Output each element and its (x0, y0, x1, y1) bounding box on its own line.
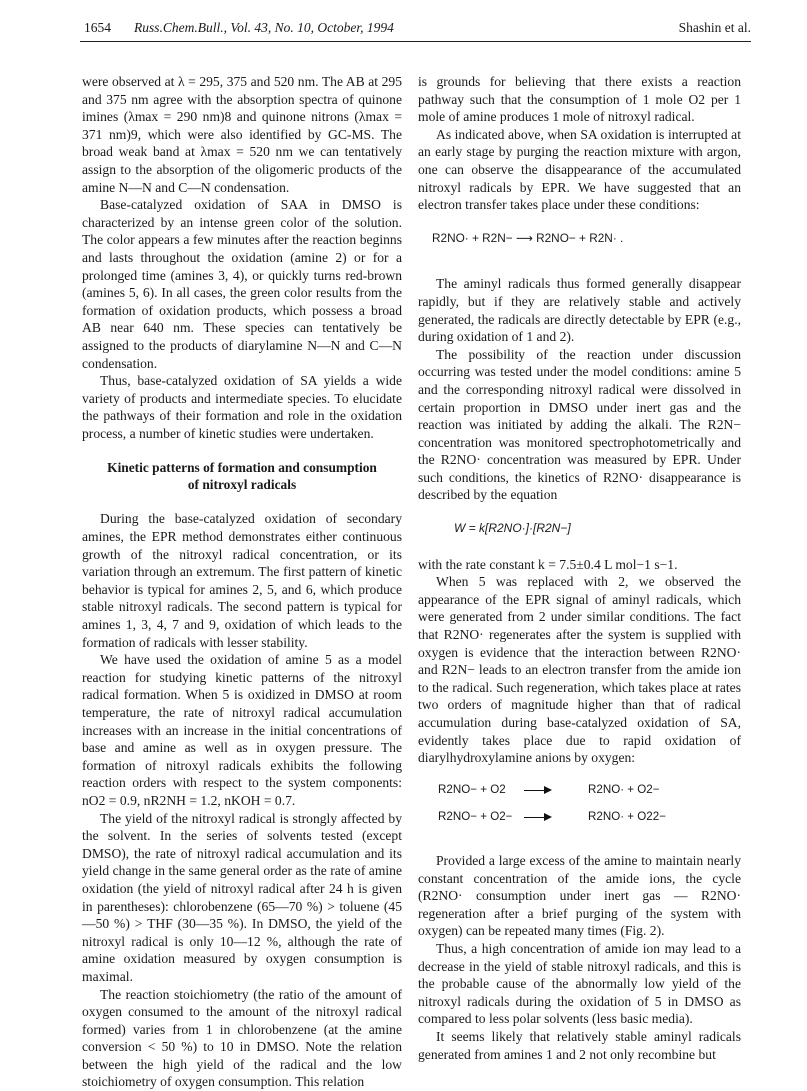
paragraph: Provided a large excess of the amine to maintain nearly constant concentration of the amide ions, the cycle (R2NO· consumption under inert gas — R2NO· regeneration after a brief purging of the system with oxygen) can be repeated many times (Fig. 2). (418, 852, 741, 940)
header-authors: Shashin et al. (679, 20, 751, 36)
paragraph: The possibility of the reaction under discussion occurring was tested under the model conditions: amine 5 and the corresponding nitroxyl radical were dissolved in certain proportion in DMSO under inert gas and the reaction was initiated by adding the alkali. The R2N− concentration was monitored spectrophotometrically and the R2NO· concentration was measured by EPR. Under such conditions, the kinetics of R2NO· disappearance is described by the equation (418, 346, 741, 504)
header-rule (80, 41, 751, 42)
journal-citation: Russ.Chem.Bull., Vol. 43, No. 10, October, 1994 (134, 20, 394, 36)
reaction-scheme (438, 781, 741, 826)
paragraph: Thus, a high concentration of amide ion may lead to a decrease in the yield of stable nitroxyl radicals, and this is the probable cause of the abnormally low yield of the nitroxyl radicals during the oxidation of 5 in DMSO as compared to less polar solvents (less basic media). (418, 940, 741, 1028)
paragraph: Thus, base-catalyzed oxidation of SA yields a wide variety of products and intermediate species. To elucidate the pathways of their formation and role in the oxidation process, a number of kinetic studies were undertaken. (82, 372, 402, 442)
page-number: 1654 (84, 20, 111, 36)
paragraph: is grounds for believing that there exists a reaction pathway such that the consumption of 1 mole O2 per 1 mole of amine produces 1 mole of nitroxyl radical. (418, 73, 741, 126)
paragraph: The yield of the nitroxyl radical is strongly affected by the solvent. In the series of solvents tested (except DMSO), the rate of nitroxyl radical accumulation and its yield change in the same general order as the rate of amine oxidation (the yield of nitroxyl radical after 24 h is given in parentheses): chlorobenzene (65—70 %) > toluene (45—50 %) > THF (30—35 %). In DMSO, the yield of the nitroxyl radical is only 10—12 %, although the rate of amine oxidation measured by oxygen consumption is maximal. (82, 810, 402, 986)
reaction-products: R2NO· + O2− (588, 781, 698, 799)
reaction-arrow-icon (524, 785, 552, 795)
section-heading: Kinetic patterns of formation and consumption of nitroxyl radicals (82, 459, 402, 493)
equation-electron-transfer: R2NO· + R2N− ⟶ R2NO− + R2N· . (418, 230, 741, 248)
paragraph: When 5 was replaced with 2, we observed the appearance of the EPR signal of aminyl radicals, which were generated from 2 under similar conditions. The fact that R2NO· regenerates after the system is supplied with oxygen is evidence that the interaction between R2NO· and R2N− leads to an electron transfer from the amide ion to the radical. Such regeneration, which takes place at rates two orders of magnitude higher than that of radical accumulation during base-catalyzed oxidation of SA, evidently takes place due to rapid oxidation of diarylhydroxylamine anions by oxygen: (418, 573, 741, 767)
reaction-reactants: R2NO− + O2− (438, 808, 524, 826)
reaction-arrow-icon (524, 812, 552, 822)
paragraph: were observed at λ = 295, 375 and 520 nm. The AB at 295 and 375 nm agree with the absorption spectra of quinone imines (λmax = 290 nm)8 and quinone nitrons (λmax = 371 nm)9, which were also identified by GC-MS. The broad weak band at λmax = 520 nm we can tentatively assign to the absorption of the oligomeric products of the amine N—N and C—N condensation. (82, 73, 402, 196)
paragraph: Base-catalyzed oxidation of SAA in DMSO is characterized by an intense green color of the solution. The color appears a few minutes after the reaction beginns and lasts throughout the oxidation (amine 2) or for a prolonged time (amines 3, 4), or quickly turns red-brown (amines 5, 6). In all cases, the green color results from the formation of oxidation products, which possess a broad AB near 640 nm. These species can tentatively be assigned to the products of diarylamine N—N and C—N condensation. (82, 196, 402, 372)
paragraph: with the rate constant k = 7.5±0.4 L mol−1 s−1. (418, 556, 741, 574)
left-column (82, 73, 402, 1091)
reaction-reactants: R2NO− + O2 (438, 781, 524, 799)
paragraph: It seems likely that relatively stable aminyl radicals generated from amines 1 and 2 not only recombine but (418, 1028, 741, 1063)
paragraph: The reaction stoichiometry (the ratio of the amount of oxygen consumed to the amount of the nitroxyl radical formed) varies from 1 in chlorobenzene (at the amine conversion < 50 %) to 10 in DMSO. Note the relation between the high yield of the radical and the low stoichiometry of oxygen consumption. This relation (82, 986, 402, 1091)
paragraph: The aminyl radicals thus formed generally disappear rapidly, but if they are relatively stable and actively generated, the radicals are directly detectable by EPR (e.g., during oxidation of 1 and 2). (418, 275, 741, 345)
paragraph: As indicated above, when SA oxidation is interrupted at an early stage by purging the reaction mixture with argon, one can observe the disappearance of the accumulated nitroxyl radicals by EPR. We have suggested that an electron transfer takes place under these conditions: (418, 126, 741, 214)
right-column (418, 73, 741, 1063)
reaction-products: R2NO· + O22− (588, 808, 698, 826)
paragraph: We have used the oxidation of amine 5 as a model reaction for studying kinetic patterns of the nitroxyl radical formation. When 5 is oxidized in DMSO at room temperature, the rate of nitroxyl radical accumulation increases with an increase in the initial concentrations of base and amine as well as in oxygen pressure. The formation of nitroxyl radicals exhibits the following reaction orders with respect to the system components: nO2 = 0.9, nR2NH = 1.2, nKOH = 0.7. (82, 651, 402, 809)
running-header (84, 20, 751, 40)
rate-equation: W = k[R2NO·]·[R2N−] (418, 520, 741, 538)
paragraph: During the base-catalyzed oxidation of secondary amines, the EPR method demonstrates either continuous growth of the nitroxyl radical concentration, or its variation through an extremum. The first pattern of kinetic behavior is typical for amines 2, 5, and 6, which produce stable nitroxyl radicals. The second pattern is typical for amines 1, 3, 4, 7 and 9, oxidation of which leads to the formation of radicals with lesser stability. (82, 510, 402, 651)
